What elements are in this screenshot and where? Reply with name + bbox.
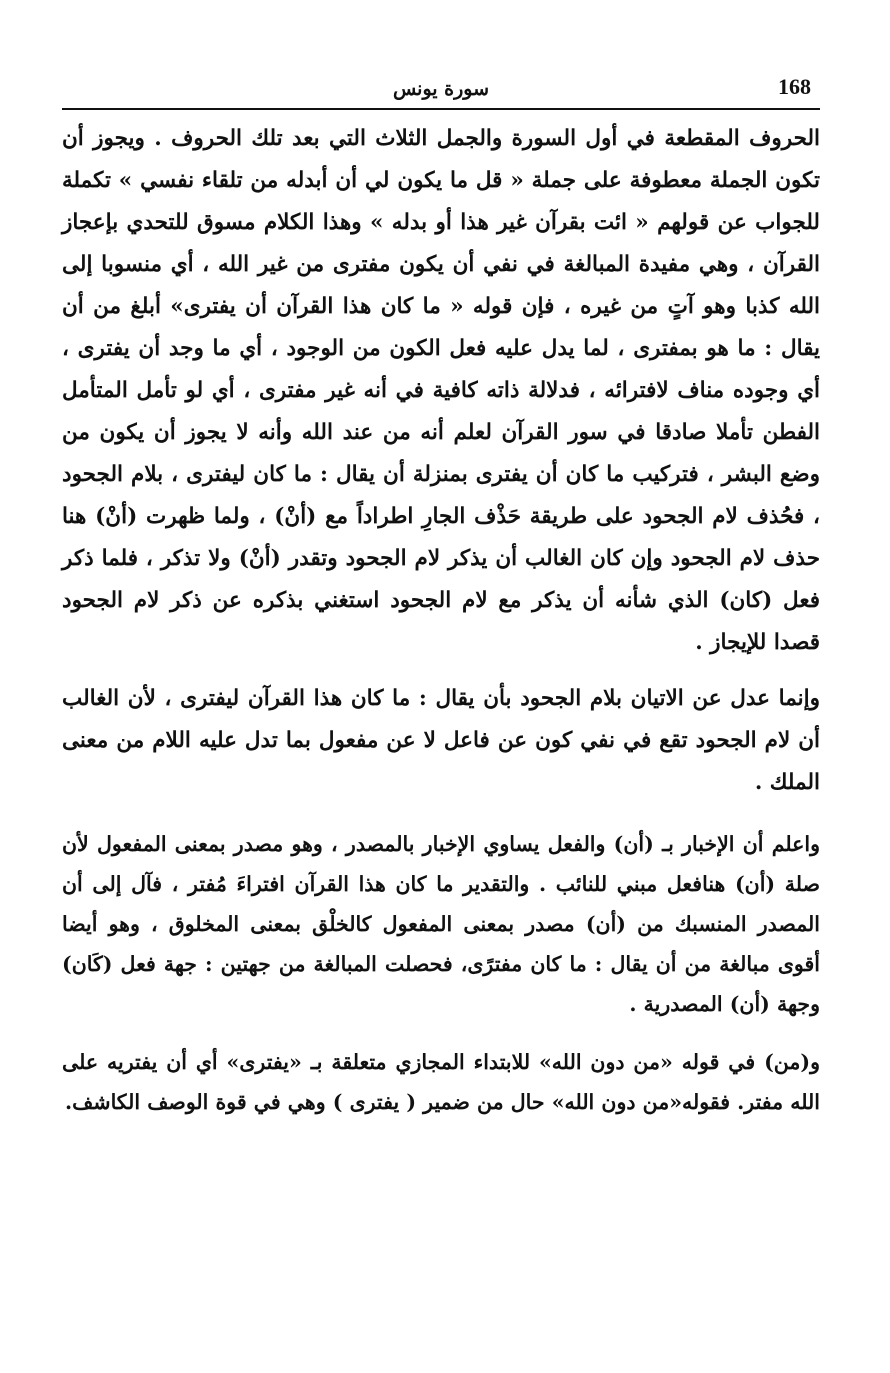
paragraph-2: وإنما عدل عن الاتيان بلام الجحود بأن يقال : ما كان هذا القرآن ليفترى ، لأن الغالب أن لام الجحود تقع في نفي كون عن فاعل لا عن مفعول بما تدل عليه اللام من معنى الملك . (62, 686, 820, 795)
page-number: 168 (778, 74, 811, 99)
paragraph-3: واعلم أن الإخبار بـ (أن) والفعل يساوي الإخبار بالمصدر ، وهو مصدر بمعنى المفعول لأن صلة (أن) هنافعل مبني للنائب . والتقدير ما كان هذا القرآن افتراءَ مُفتر ، فآل إلى أن المصدر المنسبك من (أن) مصدر بمعنى المفعول كالخلْق بمعنى المخلوق ، وهو أيضا أقوى مبالغة من أن يقال : ما كان مفترًى، فحصلت المبالغة من جهتين : جهة فعل (كَان) وجهة (أن) المصدرية . (62, 832, 820, 1016)
page-header (62, 68, 820, 108)
header-divider (62, 108, 820, 110)
paragraph-1: الحروف المقطعة في أول السورة والجمل الثلاث التي بعد تلك الحروف . ويجوز أن تكون الجملة معطوفة على جملة « قل ما يكون لي أن أبدله من تلقاء نفسي » تكملة للجواب عن قولهم « ائت بقرآن غير هذا أو بدله » وهذا الكلام مسوق للتحدي بإعجاز القرآن ، وهي مفيدة المبالغة في نفي أن يكون مفترى من غير الله ، أي منسوبا إلى الله كذبا وهو آتٍ من غيره ، فإن قوله « ما كان هذا القرآن أن يفترى» أبلغ من أن يقال : ما هو بمفترى ، لما يدل عليه فعل الكون من الوجود ، أي ما وجد أن يفترى ، أي وجوده مناف لافترائه ، فدلالة ذاته كافية في أنه غير مفترى ، أي لو تأمل المتأمل الفطن تأملا صادقا في سور القرآن لعلم أنه من عند الله وأنه لا يجوز أن يكون من وضع البشر ، فتركيب ما كان أن يفترى بمنزلة أن يقال : ما كان ليفترى ، بلام الجحود ، فحُذف لام الجحود على طريقة حَذْف الجارِ اطراداً مع (أنْ) ، ولما ظهرت (أنْ) هنا حذف لام الجحود وإن كان الغالب أن يذكر لام الجحود وتقدر (أنْ) ولا تذكر ، فلما ذكر فعل (كان) الذي شأنه أن يذكر مع لام الجحود استغني بذكره عن ذكر لام الجحود قصدا للإيجاز . (62, 126, 820, 655)
running-title: سورة يونس (392, 78, 490, 100)
paragraph-4: و(من) في قوله «من دون الله» للابتداء المجازي متعلقة بـ «يفترى» أي أن يفتريه على الله مفتر. فقوله«من دون الله» حال من ضمير ( يفترى ) وهي في قوة الوصف الكاشف. (62, 1050, 820, 1114)
body-text (62, 118, 820, 1122)
